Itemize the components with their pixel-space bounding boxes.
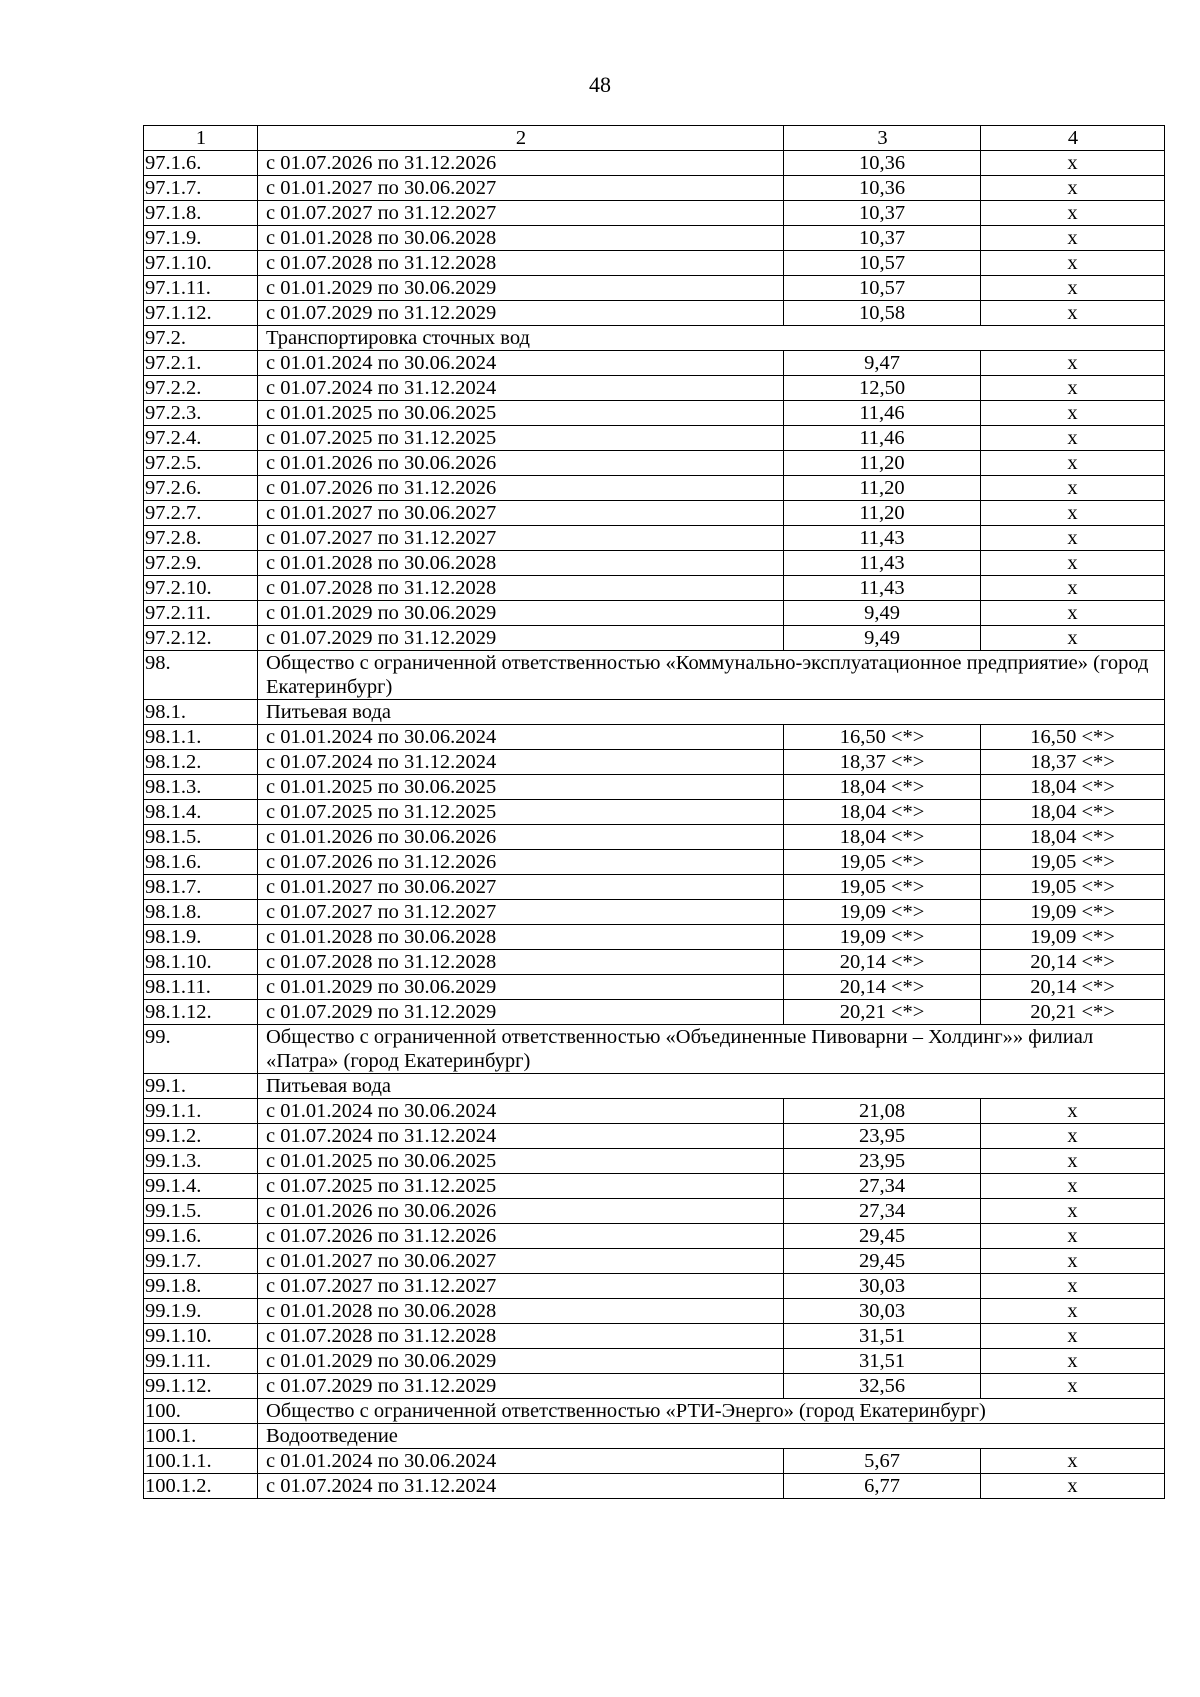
table-row bbox=[144, 725, 1165, 750]
tariff-vat-cell: 18,04 <*> bbox=[981, 825, 1165, 850]
tariff-vat-cell: х bbox=[981, 1299, 1165, 1324]
tariff-cell: 31,51 bbox=[784, 1349, 981, 1374]
tariff-vat-cell: х bbox=[981, 1324, 1165, 1349]
period-cell: с 01.01.2024 по 30.06.2024 bbox=[258, 1099, 784, 1124]
tariff-vat-cell: 19,05 <*> bbox=[981, 875, 1165, 900]
row-number-cell: 98.1.8. bbox=[144, 900, 258, 925]
row-number-cell: 97.2.3. bbox=[144, 401, 258, 426]
tariff-cell: 29,45 bbox=[784, 1249, 981, 1274]
tariff-vat-cell: 18,04 <*> bbox=[981, 800, 1165, 825]
period-cell: с 01.07.2029 по 31.12.2029 bbox=[258, 1000, 784, 1025]
period-cell: с 01.07.2024 по 31.12.2024 bbox=[258, 376, 784, 401]
row-number-cell: 99.1.11. bbox=[144, 1349, 258, 1374]
tariff-cell: 27,34 bbox=[784, 1199, 981, 1224]
row-number-cell: 99.1.6. bbox=[144, 1224, 258, 1249]
table-row bbox=[144, 526, 1165, 551]
tariff-cell: 32,56 bbox=[784, 1374, 981, 1399]
tariff-vat-cell: х bbox=[981, 426, 1165, 451]
row-number-cell: 98.1.1. bbox=[144, 725, 258, 750]
period-cell: с 01.07.2026 по 31.12.2026 bbox=[258, 1224, 784, 1249]
table-row bbox=[144, 376, 1165, 401]
row-number-cell: 98.1.2. bbox=[144, 750, 258, 775]
row-number-cell: 99.1.8. bbox=[144, 1274, 258, 1299]
tariff-cell: 10,57 bbox=[784, 276, 981, 301]
tariff-cell: 19,05 <*> bbox=[784, 850, 981, 875]
table-row bbox=[144, 900, 1165, 925]
tariff-cell: 11,43 bbox=[784, 526, 981, 551]
row-number-cell: 97.1.12. bbox=[144, 301, 258, 326]
section-row bbox=[144, 1074, 1165, 1099]
tariff-cell: 10,58 bbox=[784, 301, 981, 326]
tariff-cell: 9,47 bbox=[784, 351, 981, 376]
tariff-vat-cell: х bbox=[981, 1224, 1165, 1249]
tariff-vat-cell: 19,09 <*> bbox=[981, 925, 1165, 950]
row-number-cell: 99.1.9. bbox=[144, 1299, 258, 1324]
row-number-cell: 99.1.10. bbox=[144, 1324, 258, 1349]
tariff-vat-cell: х bbox=[981, 626, 1165, 651]
row-number-cell: 97.2.11. bbox=[144, 601, 258, 626]
row-number-cell: 97.2.9. bbox=[144, 551, 258, 576]
period-cell: с 01.01.2027 по 30.06.2027 bbox=[258, 875, 784, 900]
tariff-vat-cell: х bbox=[981, 1199, 1165, 1224]
tariff-cell: 21,08 bbox=[784, 1099, 981, 1124]
tariff-vat-cell: х bbox=[981, 251, 1165, 276]
row-number-cell: 99.1.2. bbox=[144, 1124, 258, 1149]
period-cell: с 01.07.2027 по 31.12.2027 bbox=[258, 201, 784, 226]
row-number-cell: 97.1.10. bbox=[144, 251, 258, 276]
table-row bbox=[144, 501, 1165, 526]
tariff-vat-cell: х bbox=[981, 1274, 1165, 1299]
period-cell: с 01.01.2027 по 30.06.2027 bbox=[258, 501, 784, 526]
period-cell: с 01.07.2027 по 31.12.2027 bbox=[258, 900, 784, 925]
section-row bbox=[144, 1424, 1165, 1449]
tariff-vat-cell: х bbox=[981, 351, 1165, 376]
tariff-cell: 11,20 bbox=[784, 451, 981, 476]
tariff-vat-cell: х bbox=[981, 226, 1165, 251]
table-row bbox=[144, 750, 1165, 775]
tariff-cell: 11,43 bbox=[784, 576, 981, 601]
tariff-vat-cell: х bbox=[981, 501, 1165, 526]
tariff-vat-cell: х bbox=[981, 451, 1165, 476]
period-cell: с 01.01.2029 по 30.06.2029 bbox=[258, 1349, 784, 1374]
table-row bbox=[144, 925, 1165, 950]
period-cell: с 01.01.2026 по 30.06.2026 bbox=[258, 1199, 784, 1224]
table-row bbox=[144, 1474, 1165, 1499]
row-number-cell: 97.1.8. bbox=[144, 201, 258, 226]
period-cell: с 01.07.2027 по 31.12.2027 bbox=[258, 1274, 784, 1299]
tariff-vat-cell: х bbox=[981, 376, 1165, 401]
period-cell: с 01.07.2025 по 31.12.2025 bbox=[258, 1174, 784, 1199]
period-cell: с 01.01.2025 по 30.06.2025 bbox=[258, 401, 784, 426]
tariff-cell: 9,49 bbox=[784, 626, 981, 651]
row-number-cell: 98.1.10. bbox=[144, 950, 258, 975]
row-number-cell: 97.2.12. bbox=[144, 626, 258, 651]
row-number-cell: 98.1.3. bbox=[144, 775, 258, 800]
table-row bbox=[144, 301, 1165, 326]
table-row bbox=[144, 1149, 1165, 1174]
row-number-cell: 97.2.4. bbox=[144, 426, 258, 451]
period-cell: с 01.07.2028 по 31.12.2028 bbox=[258, 950, 784, 975]
tariff-cell: 11,46 bbox=[784, 401, 981, 426]
period-cell: с 01.07.2025 по 31.12.2025 bbox=[258, 800, 784, 825]
section-title-cell: Водоотведение bbox=[258, 1424, 1165, 1449]
section-title-cell: Питьевая вода bbox=[258, 1074, 1165, 1099]
tariff-vat-cell: х bbox=[981, 151, 1165, 176]
column-header: 2 bbox=[258, 126, 784, 151]
row-number-cell: 97.2.10. bbox=[144, 576, 258, 601]
tariff-cell: 5,67 bbox=[784, 1449, 981, 1474]
tariff-cell: 18,04 <*> bbox=[784, 800, 981, 825]
period-cell: с 01.01.2028 по 30.06.2028 bbox=[258, 226, 784, 251]
tariff-cell: 20,14 <*> bbox=[784, 975, 981, 1000]
table-row bbox=[144, 1349, 1165, 1374]
table-row bbox=[144, 1224, 1165, 1249]
table-row bbox=[144, 875, 1165, 900]
period-cell: с 01.01.2026 по 30.06.2026 bbox=[258, 451, 784, 476]
tariff-vat-cell: х bbox=[981, 551, 1165, 576]
tariff-table bbox=[143, 125, 1165, 1499]
organization-name-cell: Общество с ограниченной ответственностью «РТИ-Энерго» (город Екатеринбург) bbox=[258, 1399, 1165, 1424]
row-number-cell: 97.1.9. bbox=[144, 226, 258, 251]
tariff-cell: 10,37 bbox=[784, 201, 981, 226]
period-cell: с 01.01.2028 по 30.06.2028 bbox=[258, 551, 784, 576]
period-cell: с 01.07.2029 по 31.12.2029 bbox=[258, 301, 784, 326]
period-cell: с 01.07.2029 по 31.12.2029 bbox=[258, 1374, 784, 1399]
tariff-cell: 18,04 <*> bbox=[784, 775, 981, 800]
tariff-vat-cell: х bbox=[981, 1349, 1165, 1374]
period-cell: с 01.01.2028 по 30.06.2028 bbox=[258, 1299, 784, 1324]
row-number-cell: 98.1.7. bbox=[144, 875, 258, 900]
table-row bbox=[144, 1249, 1165, 1274]
tariff-vat-cell: 18,04 <*> bbox=[981, 775, 1165, 800]
table-row bbox=[144, 1274, 1165, 1299]
tariff-cell: 19,05 <*> bbox=[784, 875, 981, 900]
tariff-cell: 23,95 bbox=[784, 1124, 981, 1149]
row-number-cell: 99.1.4. bbox=[144, 1174, 258, 1199]
table-row bbox=[144, 601, 1165, 626]
period-cell: с 01.01.2028 по 30.06.2028 bbox=[258, 925, 784, 950]
organization-row bbox=[144, 651, 1165, 700]
row-number-cell: 98. bbox=[144, 651, 258, 700]
row-number-cell: 99. bbox=[144, 1025, 258, 1074]
tariff-cell: 18,04 <*> bbox=[784, 825, 981, 850]
row-number-cell: 98.1.6. bbox=[144, 850, 258, 875]
table-row bbox=[144, 775, 1165, 800]
row-number-cell: 99.1.3. bbox=[144, 1149, 258, 1174]
row-number-cell: 98.1.9. bbox=[144, 925, 258, 950]
tariff-vat-cell: х bbox=[981, 1099, 1165, 1124]
period-cell: с 01.01.2027 по 30.06.2027 bbox=[258, 1249, 784, 1274]
tariff-cell: 23,95 bbox=[784, 1149, 981, 1174]
period-cell: с 01.07.2028 по 31.12.2028 bbox=[258, 1324, 784, 1349]
tariff-cell: 27,34 bbox=[784, 1174, 981, 1199]
period-cell: с 01.07.2024 по 31.12.2024 bbox=[258, 1474, 784, 1499]
table-row bbox=[144, 476, 1165, 501]
tariff-cell: 16,50 <*> bbox=[784, 725, 981, 750]
tariff-vat-cell: 20,14 <*> bbox=[981, 950, 1165, 975]
row-number-cell: 97.2.6. bbox=[144, 476, 258, 501]
tariff-cell: 19,09 <*> bbox=[784, 900, 981, 925]
row-number-cell: 97.2.2. bbox=[144, 376, 258, 401]
table-row bbox=[144, 1000, 1165, 1025]
table-row bbox=[144, 276, 1165, 301]
row-number-cell: 99.1.7. bbox=[144, 1249, 258, 1274]
tariff-vat-cell: х bbox=[981, 1124, 1165, 1149]
tariff-vat-cell: х bbox=[981, 1449, 1165, 1474]
row-number-cell: 97.1.7. bbox=[144, 176, 258, 201]
table-row bbox=[144, 251, 1165, 276]
table-row bbox=[144, 1199, 1165, 1224]
tariff-cell: 11,20 bbox=[784, 476, 981, 501]
tariff-vat-cell: х bbox=[981, 401, 1165, 426]
tariff-cell: 11,43 bbox=[784, 551, 981, 576]
row-number-cell: 97.1.6. bbox=[144, 151, 258, 176]
tariff-cell: 31,51 bbox=[784, 1324, 981, 1349]
table-row bbox=[144, 426, 1165, 451]
tariff-vat-cell: х bbox=[981, 1474, 1165, 1499]
row-number-cell: 99.1.5. bbox=[144, 1199, 258, 1224]
table-row bbox=[144, 576, 1165, 601]
row-number-cell: 100.1. bbox=[144, 1424, 258, 1449]
table-row bbox=[144, 451, 1165, 476]
tariff-vat-cell: х bbox=[981, 526, 1165, 551]
table-row bbox=[144, 850, 1165, 875]
table-row bbox=[144, 626, 1165, 651]
tariff-cell: 20,21 <*> bbox=[784, 1000, 981, 1025]
period-cell: с 01.01.2024 по 30.06.2024 bbox=[258, 1449, 784, 1474]
tariff-cell: 10,36 bbox=[784, 151, 981, 176]
row-number-cell: 100. bbox=[144, 1399, 258, 1424]
table-header-row bbox=[144, 126, 1165, 151]
period-cell: с 01.01.2025 по 30.06.2025 bbox=[258, 775, 784, 800]
table-row bbox=[144, 176, 1165, 201]
row-number-cell: 99.1.12. bbox=[144, 1374, 258, 1399]
table-row bbox=[144, 1299, 1165, 1324]
table-row bbox=[144, 950, 1165, 975]
period-cell: с 01.07.2028 по 31.12.2028 bbox=[258, 576, 784, 601]
period-cell: с 01.07.2024 по 31.12.2024 bbox=[258, 750, 784, 775]
row-number-cell: 99.1. bbox=[144, 1074, 258, 1099]
table-row bbox=[144, 351, 1165, 376]
tariff-vat-cell: х bbox=[981, 1249, 1165, 1274]
row-number-cell: 98.1.11. bbox=[144, 975, 258, 1000]
tariff-cell: 10,57 bbox=[784, 251, 981, 276]
page-number: 48 bbox=[589, 72, 611, 97]
row-number-cell: 98.1.12. bbox=[144, 1000, 258, 1025]
tariff-cell: 9,49 bbox=[784, 601, 981, 626]
tariff-cell: 18,37 <*> bbox=[784, 750, 981, 775]
period-cell: с 01.07.2026 по 31.12.2026 bbox=[258, 850, 784, 875]
row-number-cell: 97.2.7. bbox=[144, 501, 258, 526]
period-cell: с 01.07.2028 по 31.12.2028 bbox=[258, 251, 784, 276]
tariff-vat-cell: х bbox=[981, 476, 1165, 501]
period-cell: с 01.01.2026 по 30.06.2026 bbox=[258, 825, 784, 850]
tariff-cell: 19,09 <*> bbox=[784, 925, 981, 950]
table-row bbox=[144, 401, 1165, 426]
period-cell: с 01.01.2024 по 30.06.2024 bbox=[258, 351, 784, 376]
period-cell: с 01.07.2026 по 31.12.2026 bbox=[258, 151, 784, 176]
tariff-vat-cell: х bbox=[981, 1149, 1165, 1174]
tariff-cell: 11,46 bbox=[784, 426, 981, 451]
row-number-cell: 98.1. bbox=[144, 700, 258, 725]
table-row bbox=[144, 800, 1165, 825]
tariff-cell: 10,36 bbox=[784, 176, 981, 201]
table-row bbox=[144, 825, 1165, 850]
organization-name-cell: Общество с ограниченной ответственностью «Коммунально-эксплуатационное предприятие» (город Екатеринбург) bbox=[258, 651, 1165, 700]
tariff-cell: 12,50 bbox=[784, 376, 981, 401]
row-number-cell: 97.2.8. bbox=[144, 526, 258, 551]
period-cell: с 01.01.2029 по 30.06.2029 bbox=[258, 601, 784, 626]
row-number-cell: 97.2.1. bbox=[144, 351, 258, 376]
table-row bbox=[144, 151, 1165, 176]
row-number-cell: 97.2. bbox=[144, 326, 258, 351]
organization-name-cell: Общество с ограниченной ответственностью «Объединенные Пивоварни – Холдинг»» филиал «Патра» (город Екатеринбург) bbox=[258, 1025, 1165, 1074]
tariff-vat-cell: 19,05 <*> bbox=[981, 850, 1165, 875]
period-cell: с 01.01.2029 по 30.06.2029 bbox=[258, 276, 784, 301]
table-row bbox=[144, 1099, 1165, 1124]
tariff-cell: 6,77 bbox=[784, 1474, 981, 1499]
section-row bbox=[144, 700, 1165, 725]
period-cell: с 01.07.2024 по 31.12.2024 bbox=[258, 1124, 784, 1149]
tariff-vat-cell: 16,50 <*> bbox=[981, 725, 1165, 750]
row-number-cell: 100.1.1. bbox=[144, 1449, 258, 1474]
period-cell: с 01.01.2027 по 30.06.2027 bbox=[258, 176, 784, 201]
table-row bbox=[144, 1324, 1165, 1349]
row-number-cell: 100.1.2. bbox=[144, 1474, 258, 1499]
table-row bbox=[144, 1374, 1165, 1399]
row-number-cell: 98.1.4. bbox=[144, 800, 258, 825]
organization-row bbox=[144, 1025, 1165, 1074]
period-cell: с 01.07.2027 по 31.12.2027 bbox=[258, 526, 784, 551]
period-cell: с 01.01.2029 по 30.06.2029 bbox=[258, 975, 784, 1000]
tariff-vat-cell: х bbox=[981, 201, 1165, 226]
tariff-vat-cell: х bbox=[981, 1174, 1165, 1199]
period-cell: с 01.07.2029 по 31.12.2029 bbox=[258, 626, 784, 651]
table-row bbox=[144, 226, 1165, 251]
tariff-cell: 30,03 bbox=[784, 1274, 981, 1299]
column-header: 1 bbox=[144, 126, 258, 151]
row-number-cell: 99.1.1. bbox=[144, 1099, 258, 1124]
tariff-cell: 20,14 <*> bbox=[784, 950, 981, 975]
tariff-vat-cell: х bbox=[981, 576, 1165, 601]
tariff-vat-cell: 19,09 <*> bbox=[981, 900, 1165, 925]
tariff-vat-cell: 20,21 <*> bbox=[981, 1000, 1165, 1025]
period-cell: с 01.01.2024 по 30.06.2024 bbox=[258, 725, 784, 750]
column-header: 3 bbox=[784, 126, 981, 151]
tariff-cell: 30,03 bbox=[784, 1299, 981, 1324]
table-row bbox=[144, 1124, 1165, 1149]
section-title-cell: Питьевая вода bbox=[258, 700, 1165, 725]
section-row bbox=[144, 326, 1165, 351]
table-row bbox=[144, 551, 1165, 576]
period-cell: с 01.07.2026 по 31.12.2026 bbox=[258, 476, 784, 501]
column-header: 4 bbox=[981, 126, 1165, 151]
tariff-vat-cell: х bbox=[981, 601, 1165, 626]
row-number-cell: 98.1.5. bbox=[144, 825, 258, 850]
row-number-cell: 97.1.11. bbox=[144, 276, 258, 301]
table-row bbox=[144, 1449, 1165, 1474]
tariff-vat-cell: 20,14 <*> bbox=[981, 975, 1165, 1000]
period-cell: с 01.01.2025 по 30.06.2025 bbox=[258, 1149, 784, 1174]
section-title-cell: Транспортировка сточных вод bbox=[258, 326, 1165, 351]
period-cell: с 01.07.2025 по 31.12.2025 bbox=[258, 426, 784, 451]
tariff-cell: 11,20 bbox=[784, 501, 981, 526]
tariff-vat-cell: 18,37 <*> bbox=[981, 750, 1165, 775]
tariff-vat-cell: х bbox=[981, 1374, 1165, 1399]
table-row bbox=[144, 1174, 1165, 1199]
tariff-cell: 10,37 bbox=[784, 226, 981, 251]
organization-row bbox=[144, 1399, 1165, 1424]
tariff-cell: 29,45 bbox=[784, 1224, 981, 1249]
tariff-vat-cell: х bbox=[981, 276, 1165, 301]
table-row bbox=[144, 201, 1165, 226]
table-row bbox=[144, 975, 1165, 1000]
tariff-vat-cell: х bbox=[981, 301, 1165, 326]
row-number-cell: 97.2.5. bbox=[144, 451, 258, 476]
tariff-vat-cell: х bbox=[981, 176, 1165, 201]
